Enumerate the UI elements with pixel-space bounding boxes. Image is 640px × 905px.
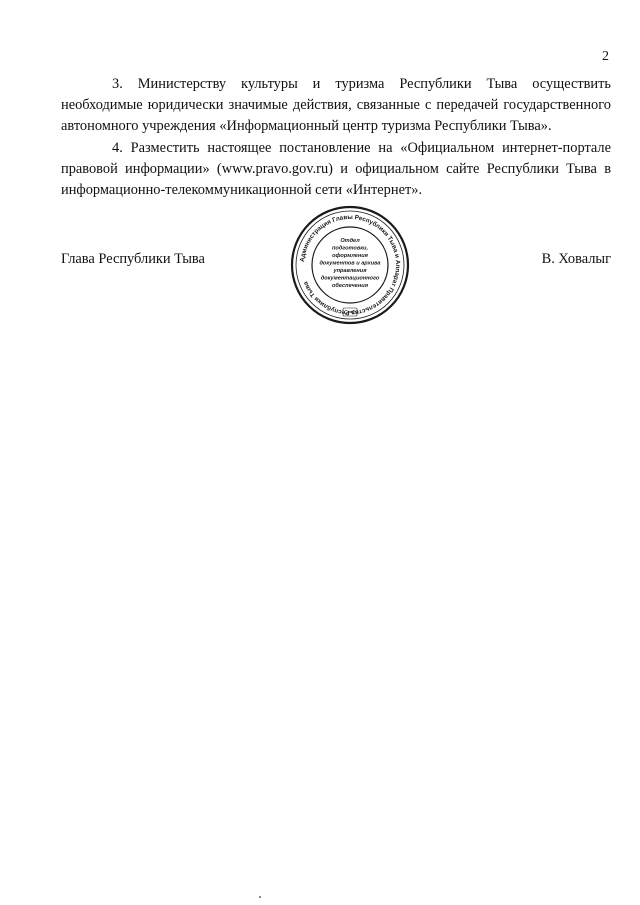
seal-center-line: подготовки, [331, 245, 369, 252]
seal-ring-text: Администрация Главы Республики Тыва и Аппарат Правительства Республики Тыва [299, 213, 402, 317]
signatory-position: Глава Республики Тыва [61, 251, 205, 267]
signatory-name: В. Ховалыг [541, 251, 611, 267]
scan-artifact-dot [259, 896, 261, 898]
seal-center-line: управления [333, 268, 367, 274]
seal-center-line: документов и архива [319, 260, 381, 267]
seal-center-text [319, 238, 380, 289]
seal-center-line: оформления [332, 253, 368, 259]
paragraph-item-3: 3. Министерству культуры и туризма Республики Тыва осуществить необходимые юридически значимые действия, связанные с передачей государственного автономного учреждения «Информационный центр туризма Республики Тыва». [61, 76, 611, 134]
paragraph-item-4: 4. Разместить настоящее постановление на «Официальном интернет-портале правовой информации» (www.pravo.gov.ru) и официальном сайте Республики Тыва в информационно-телекоммуникационной сети «Интернет». [61, 140, 611, 198]
seal-center-line: документационного [320, 275, 380, 282]
seal-center-line: обеспечения [331, 283, 369, 289]
page-number: 2 [602, 49, 609, 64]
seal-center-line: Отдел [340, 238, 360, 244]
official-seal-stamp [288, 203, 412, 327]
seal-graphic [288, 203, 412, 327]
document-body [61, 74, 611, 202]
